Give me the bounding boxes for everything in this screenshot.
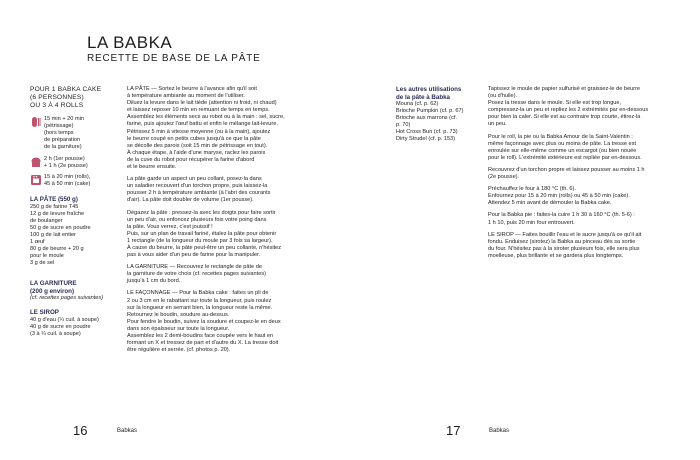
text-line: LA PÂTE — Sortez le beurre à l'avance afin qu'il soit bbox=[127, 86, 257, 92]
text-line: Préchauffez le four à 180 °C (th. 6). bbox=[488, 186, 576, 193]
text-line: Pétrissez 5 min à vitesse moyenne (ou à la main), ajoutez bbox=[127, 128, 271, 135]
recipe-steps-right bbox=[488, 86, 678, 265]
ingredient: 50 g de sucre en poudre bbox=[30, 224, 91, 231]
text-line: être régulière et serrée. (cf. photos p. 20). bbox=[127, 347, 231, 354]
footer-label-right: Babkas bbox=[489, 428, 510, 434]
ingredients-pate bbox=[30, 196, 120, 267]
other-use-item: Dirty Strudel (cf. p. 153) bbox=[396, 136, 456, 143]
ingredient: de boulanger bbox=[30, 217, 63, 224]
text-line: Recouvrez d'un torchon propre et laissez pousser au moins 1 h bbox=[488, 166, 645, 173]
paragraph bbox=[488, 186, 678, 207]
garniture-note: (cf. recettes pages suivantes) bbox=[30, 295, 104, 301]
text-line: (2e pousse). bbox=[488, 174, 520, 181]
text-line: sur la longueur en serrant bien, la longueur reste la même. bbox=[127, 304, 273, 311]
text-line: À cause du beurre, la pâte peut-être un peu collante, n'hésitez bbox=[127, 244, 282, 251]
text-line: LE FAÇONNAGE — Pour la Babka cake : faites un pli de bbox=[127, 290, 269, 297]
page-subtitle: RECETTE DE BASE DE LA PÂTE bbox=[87, 53, 261, 64]
time-line: 2 h (1er pousse) bbox=[44, 156, 85, 162]
text-line: Assemblez les 2 demi-boudins face coupée vers le haut en bbox=[127, 333, 274, 339]
text-line: Retournez le boudin, soudure au-dessus. bbox=[127, 311, 230, 318]
paragraph bbox=[127, 176, 307, 204]
footer-label-left: Babkas bbox=[117, 428, 138, 434]
text-line: Puis, sur un plan de travail fariné, étalez la pâte pour obtenir bbox=[127, 230, 277, 237]
text-line: pousser 2 h à température ambiante (à l'abri des courants bbox=[127, 190, 271, 197]
time-rising bbox=[30, 156, 88, 170]
text-line: Pour le roll, la pie ou la Babka Amour de la Saint-Valentin : bbox=[488, 133, 633, 140]
ingredient: 3 g de sel bbox=[30, 260, 55, 267]
text-line: même façonnage avec plus ou moins de pâte. La tresse est bbox=[488, 140, 637, 147]
other-use-item: Brioche Pumpkin (cf. p. 67) bbox=[396, 108, 464, 115]
text-line: se décolle des parois (soit 15 min de pétrissage en tout). bbox=[127, 142, 268, 149]
other-use-item: Brioche aux marrons (cf. bbox=[396, 115, 457, 122]
text-line: un saladier recouvert d'un torchon propre, puis laissez-la bbox=[127, 183, 268, 190]
ingredient: 12 g de levure fraîche bbox=[30, 210, 85, 217]
text-line: de la cuve du robot pour récupérer la farine d'abord bbox=[127, 156, 255, 163]
text-line: un peu. bbox=[488, 121, 507, 128]
text-line: Posez la tresse dans le moule. Si elle est trop longue, bbox=[488, 100, 622, 107]
text-line: compressez-la un peu et repliez les 2 extrémités par en-dessous bbox=[488, 107, 649, 114]
ingredient: (3 à ¼ cuil. à soupe) bbox=[30, 330, 81, 337]
text-line: un peu d'air, ou enfoncez plusieurs fois votre poing dans bbox=[127, 216, 267, 223]
time-line: 45 à 50 min (cake) bbox=[44, 181, 91, 187]
time-line: de la garniture) bbox=[44, 144, 82, 150]
ingredient: 250 g de farine T45 bbox=[30, 203, 79, 210]
servings-line: POUR 1 BABKA CAKE bbox=[30, 86, 102, 93]
servings-line: OU 3 À 4 ROLLS bbox=[30, 102, 84, 109]
text-line: enroulée sur elle-même comme un escargot (ou bien nouée bbox=[488, 147, 637, 154]
ingredient: 40 g d'eau (¼ cuil. à soupe) bbox=[30, 316, 99, 323]
ingredient: 1 œuf bbox=[30, 238, 45, 245]
sirop-title: LE SIROP bbox=[30, 309, 59, 316]
other-use-item: Hot Cross Bun (cf. p. 73) bbox=[396, 129, 458, 136]
text-line: dans son épaisseur sur toute la longueur. bbox=[127, 325, 230, 332]
text-line: et le beurre ensuite. bbox=[127, 164, 177, 171]
text-line: 1 h 10, puis 20 min four entrouvert. bbox=[488, 219, 575, 226]
paragraph bbox=[488, 232, 678, 260]
servings-line: (6 PERSONNES) bbox=[30, 94, 84, 101]
paragraph bbox=[488, 167, 678, 181]
paragraph bbox=[127, 86, 307, 171]
text-line: LE SIROP — Faites bouillir l'eau et le sucre jusqu'à ce qu'il ait bbox=[488, 231, 642, 238]
text-line: à température ambiante au moment de l'utiliser. bbox=[127, 93, 245, 100]
rising-icon bbox=[30, 156, 42, 168]
paragraph bbox=[488, 134, 678, 162]
ingredient: 80 g de beurre + 20 g bbox=[30, 246, 84, 253]
ingredient: pour le moule bbox=[30, 253, 64, 260]
garniture-sub: (200 g environ) bbox=[30, 287, 75, 295]
text-line: Pour fendre le boudin, suivez la soudure et coupez-le en deux bbox=[127, 318, 281, 325]
text-line: le beurre coupé en petits cubes jusqu'à ce que la pâte bbox=[127, 135, 261, 142]
text-line: fondu. Enduisez (sirotez) la Babka au pinceau dès sa sortie bbox=[488, 238, 636, 245]
text-line: 2 ou 3 cm en le rabattant sur toute la longueur, puis roulez bbox=[127, 297, 272, 304]
time-line: 15 à 20 min (rolls), bbox=[44, 174, 91, 180]
time-kneading bbox=[30, 116, 84, 151]
other-uses-block bbox=[396, 86, 476, 144]
text-line: d'air). La pâte doit doubler de volume (1er pousse). bbox=[127, 197, 254, 204]
text-line: 1 rectangle (de la longueur du moule par 3 fois sa largeur). bbox=[127, 237, 273, 244]
page-number-right: 17 bbox=[446, 423, 461, 438]
text-line: la garniture de votre choix (cf. recettes pages suivantes) bbox=[127, 271, 266, 278]
text-line: formant un X et tressez de part et d'autre du X. La tresse doit bbox=[127, 340, 279, 347]
paragraph bbox=[127, 264, 307, 285]
time-line: de préparation bbox=[44, 137, 81, 143]
text-line: pour bien la caler. Si elle est au contraire trop courte, étirez-la bbox=[488, 114, 641, 121]
text-line: Attendez 5 min avant de démouler la Babka cake. bbox=[488, 200, 612, 207]
other-use-item: Mouna (cf. p. 62) bbox=[396, 101, 439, 107]
text-line: jusqu'à 1 cm du bord. bbox=[127, 278, 181, 285]
time-line: (hors temps bbox=[44, 130, 74, 136]
other-use-item: p. 70) bbox=[396, 122, 411, 129]
text-line: Pour la Babka pie : faites-la cuire 1 h 30 à 160 °C (th. 5-6) : bbox=[488, 212, 635, 219]
recipe-steps-left bbox=[127, 86, 307, 359]
text-line: Diluez la levure dans le lait tiède (attention ni froid, ni chaud) bbox=[127, 100, 277, 107]
pate-title: LA PÂTE (550 g) bbox=[30, 196, 78, 203]
text-line: La pâte garde un aspect un peu collant, posez-la dans bbox=[127, 176, 262, 183]
text-line: et laissez reposer 10 min en remuant de temps en temps. bbox=[127, 107, 270, 114]
page-title: LA BABKA bbox=[87, 33, 173, 52]
text-line: Tapissez le moule de papier sulfurisé et graissez-le de beurre bbox=[488, 86, 641, 92]
text-line: pour le roll). L'extrémité extérieure est repliée par en-dessous. bbox=[488, 154, 642, 161]
time-line: (pétrissage) bbox=[44, 123, 74, 129]
other-uses-title: de la pâte à Babka bbox=[396, 93, 450, 101]
text-line: Dégazez la pâte : pressez-la avec les doigts pour faire sortir bbox=[127, 209, 276, 216]
text-line: la pâte. Vous verrez, c'est jouissif ! bbox=[127, 223, 213, 230]
text-line: moelleuse, plus brillante et se gardera plus longtemps. bbox=[488, 252, 624, 259]
time-line: + 1 h (2e pousse) bbox=[44, 163, 88, 169]
time-line: 15 min + 20 min bbox=[44, 116, 84, 122]
ingredient: 40 g de sucre en poudre bbox=[30, 323, 91, 330]
paragraph bbox=[488, 212, 678, 226]
ingredients-sirop bbox=[30, 309, 120, 338]
servings-block bbox=[30, 86, 115, 110]
paragraph bbox=[127, 290, 307, 354]
ingredient: 100 g de lait entier bbox=[30, 231, 77, 238]
text-line: Assemblez les éléments secs au robot ou à la main : sel, sucre, bbox=[127, 114, 285, 121]
other-uses-title: Les autres utilisations bbox=[396, 86, 462, 93]
garniture-title: LA GARNITURE bbox=[30, 280, 77, 287]
oven-icon bbox=[30, 174, 42, 186]
paragraph bbox=[127, 210, 307, 260]
ingredients-garniture bbox=[30, 280, 120, 302]
time-baking bbox=[30, 174, 90, 188]
text-line: farine, puis ajoutez l'œuf battu et enfin le mélange lait-levure. bbox=[127, 121, 278, 128]
text-line: du four. N'hésitez pas à la siroter plusieurs fois, elle sera plus bbox=[488, 245, 640, 252]
paragraph bbox=[488, 86, 678, 129]
page-number-left: 16 bbox=[73, 423, 88, 438]
text-line: Enfournez pour 15 à 20 min (rolls) ou 45 à 50 min (cake). bbox=[488, 193, 630, 200]
kneading-icon bbox=[30, 116, 42, 128]
text-line: (ou d'huile). bbox=[488, 93, 518, 100]
text-line: LA GARNITURE — Recouvrez le rectangle de pâte de bbox=[127, 264, 262, 271]
text-line: À chaque étape, à l'aide d'une maryse, raclez les parois bbox=[127, 149, 266, 156]
text-line: pas à vous aider d'un peu de farine pour la manipuler. bbox=[127, 252, 261, 259]
